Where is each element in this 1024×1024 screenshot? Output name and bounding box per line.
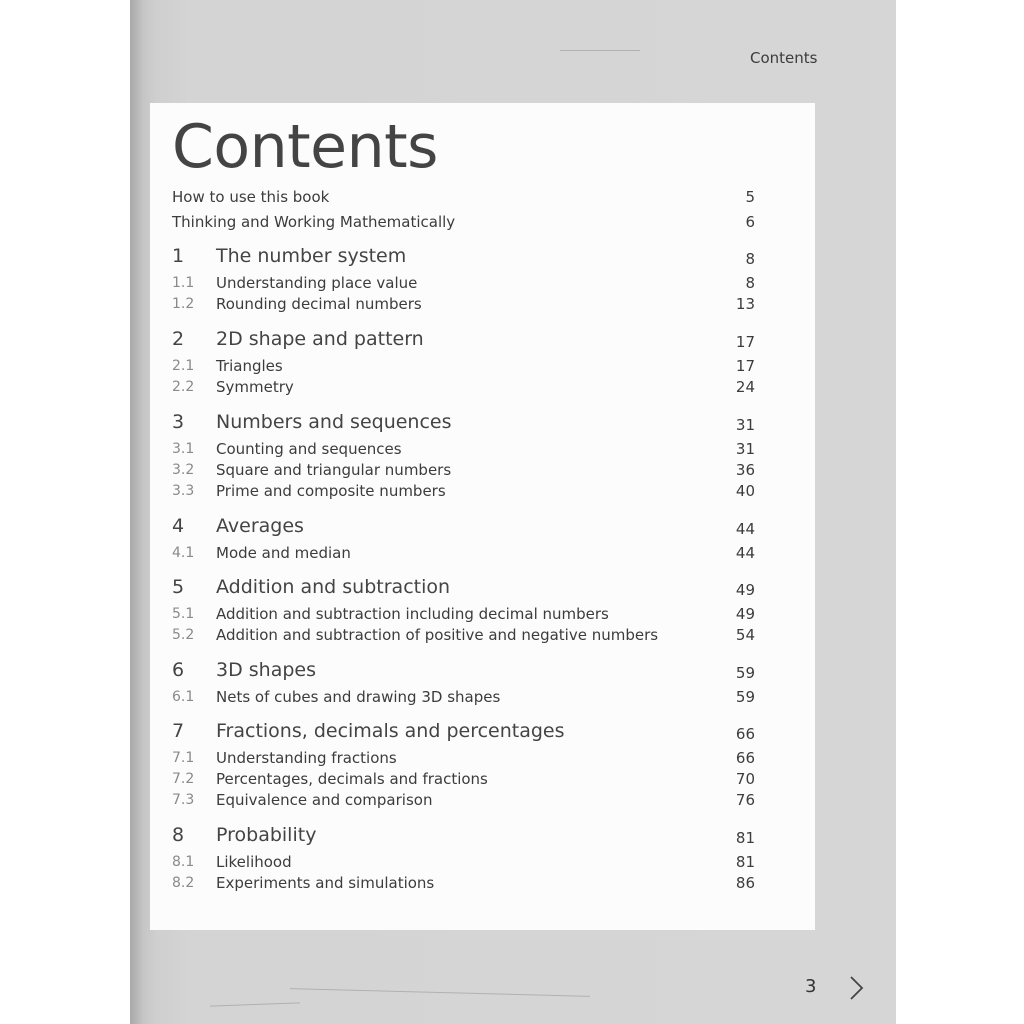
section-number: 3 [172,411,185,433]
subsection-title: Prime and composite numbers [216,482,446,500]
chevron-right-icon[interactable] [846,975,866,1001]
subsection-number: 4.1 [172,545,195,561]
toc-page-number: 24 [735,378,755,396]
toc-page-number: 8 [745,250,755,268]
toc-page-number: 54 [735,626,755,644]
toc-page-number: 17 [735,333,755,351]
subsection-title: Understanding place value [216,274,418,292]
section-title: Numbers and sequences [216,411,452,433]
toc-page-number: 36 [735,461,755,479]
section-number: 7 [172,720,185,742]
subsection-title: Counting and sequences [216,440,402,458]
subsection-title: Addition and subtraction of positive and negative numbers [216,626,659,644]
subsection-number: 5.2 [172,627,195,643]
section-number: 2 [172,328,185,350]
subsection-number: 6.1 [172,689,195,705]
subsection-number: 3.3 [172,483,195,499]
subsection-title: Likelihood [216,853,292,871]
toc-page-number: 5 [745,188,755,206]
toc-page-number: 76 [735,791,755,809]
subsection-number: 2.1 [172,358,195,374]
section-title: The number system [216,245,407,267]
toc-page-number: 86 [735,874,755,892]
page-mark [560,50,640,51]
toc-page-number: 59 [735,664,755,682]
toc-page-number: 49 [735,581,755,599]
subsection-number: 7.3 [172,792,195,808]
section-number: 5 [172,576,185,598]
subsection-title: Experiments and simulations [216,874,435,892]
section-title: Fractions, decimals and percentages [216,720,565,742]
page-number: 3 [805,976,817,997]
toc-page-number: 6 [745,213,755,231]
section-title: 3D shapes [216,659,316,681]
toc-page-number: 31 [735,440,755,458]
toc-page-number: 81 [735,829,755,847]
toc-page-number: 44 [735,544,755,562]
section-title: Probability [216,824,317,846]
subsection-title: Rounding decimal numbers [216,295,422,313]
section-title: Averages [216,515,304,537]
section-number: 4 [172,515,185,537]
toc-page-number: 8 [745,274,755,292]
toc-page-number: 81 [735,853,755,871]
subsection-number: 8.2 [172,875,195,891]
subsection-number: 8.1 [172,854,195,870]
toc-page-number: 70 [735,770,755,788]
toc-page-number: 59 [735,688,755,706]
subsection-title: Symmetry [216,378,294,396]
section-title: 2D shape and pattern [216,328,424,350]
subsection-title: Mode and median [216,544,351,562]
section-number: 6 [172,659,185,681]
section-number: 1 [172,245,185,267]
toc-page-number: 13 [735,295,755,313]
section-title: Addition and subtraction [216,576,451,598]
toc-page-number: 44 [735,520,755,538]
toc-entry-label: Thinking and Working Mathematically [172,213,456,231]
subsection-number: 3.2 [172,462,195,478]
page-mark [290,988,590,997]
subsection-number: 2.2 [172,379,195,395]
toc-page-number: 17 [735,357,755,375]
toc-page-number: 66 [735,749,755,767]
subsection-title: Addition and subtraction including decimal numbers [216,605,609,623]
section-number: 8 [172,824,185,846]
subsection-title: Triangles [216,357,283,375]
toc-entry-label: How to use this book [172,188,330,206]
contents-panel [150,103,815,930]
page-mark [210,1002,300,1006]
subsection-number: 1.2 [172,296,195,312]
page-title: Contents [172,112,438,182]
running-head: Contents [750,49,818,67]
subsection-number: 1.1 [172,275,195,291]
toc-page-number: 31 [735,416,755,434]
subsection-number: 7.1 [172,750,195,766]
subsection-title: Percentages, decimals and fractions [216,770,488,788]
subsection-number: 5.1 [172,606,195,622]
subsection-title: Nets of cubes and drawing 3D shapes [216,688,501,706]
subsection-title: Square and triangular numbers [216,461,452,479]
subsection-title: Understanding fractions [216,749,397,767]
subsection-number: 7.2 [172,771,195,787]
subsection-title: Equivalence and comparison [216,791,433,809]
toc-page-number: 66 [735,725,755,743]
toc-page-number: 40 [735,482,755,500]
subsection-number: 3.1 [172,441,195,457]
toc-page-number: 49 [735,605,755,623]
